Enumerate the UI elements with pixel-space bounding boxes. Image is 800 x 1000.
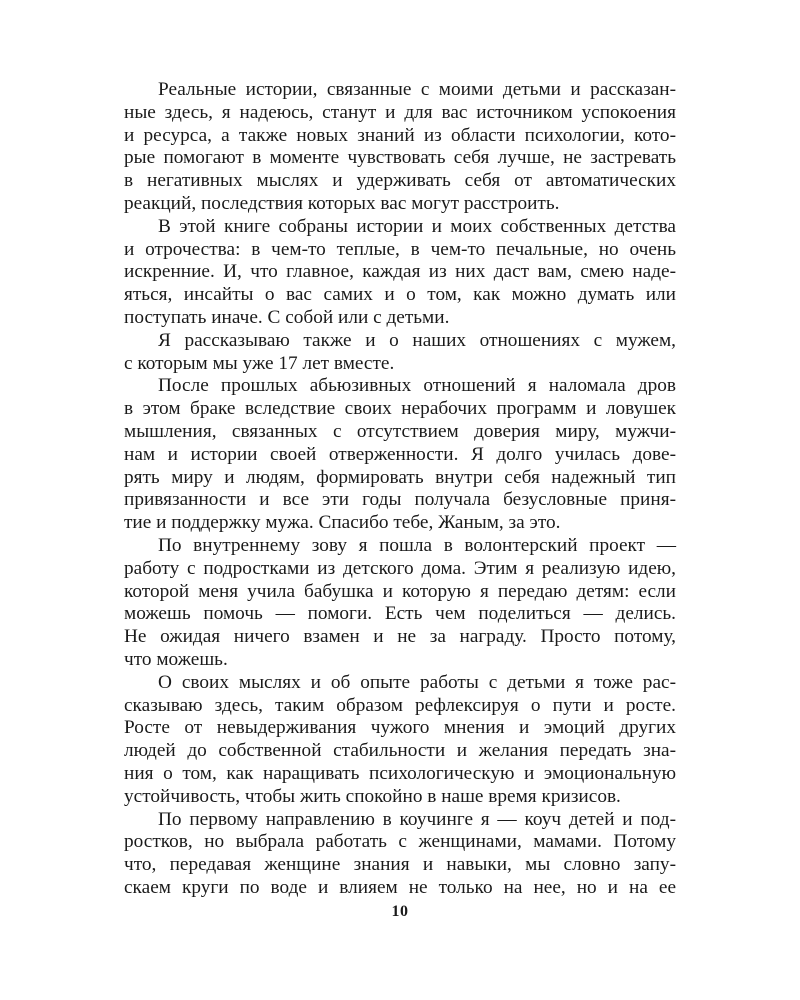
text-line: яться, инсайты о вас самих и о том, как можно думать или (124, 284, 676, 306)
text-line: Росте от невыдерживания чужого мнения и эмоций других (124, 717, 676, 739)
text-line: в этом браке вследствие своих нерабочих программ и ловушек (124, 398, 676, 420)
text-line: тие и поддержку мужа. Спасибо тебе, Жаным, за это. (124, 512, 561, 534)
text-line: привязанности и все эти годы получала безусловные приня- (124, 489, 676, 511)
text-line: можешь помочь — помоги. Есть чем поделиться — делись. (124, 603, 676, 625)
text-line: поступать иначе. С собой или с детьми. (124, 306, 450, 328)
body-text (124, 79, 676, 900)
text-line: рые помогают в моменте чувствовать себя лучше, не застревать (124, 147, 676, 169)
text-line: После прошлых абьюзивных отношений я наломала дров (158, 375, 676, 397)
text-line: с которым мы уже 17 лет вместе. (124, 352, 395, 374)
text-line: и ресурса, а также новых знаний из области психологии, кото- (124, 124, 676, 146)
text-line: устойчивость, чтобы жить спокойно в наше время кризисов. (124, 785, 621, 807)
text-line: По первому направлению в коучинге я — коуч детей и под- (158, 808, 676, 830)
text-line: По внутреннему зову я пошла в волонтерский проект — (158, 534, 676, 556)
text-line: в негативных мыслях и удерживать себя от автоматических (124, 170, 676, 192)
text-line: реакций, последствия которых вас могут расстроить. (124, 192, 560, 214)
text-line: нам и истории своей отверженности. Я долго училась дове- (124, 443, 676, 465)
text-line: людей до собственной стабильности и желания передать зна- (124, 740, 676, 762)
text-line: скаем круги по воде и влияем не только на нее, но и на ее (124, 876, 676, 898)
text-line: Реальные истории, связанные с моими детьми и рассказан- (158, 79, 676, 100)
text-line: сказываю здесь, таким образом рефлексируя о пути и росте. (124, 694, 676, 716)
text-line: ния о том, как наращивать психологическую и эмоциональную (124, 762, 676, 784)
text-line: О своих мыслях и об опыте работы с детьми я тоже рас- (158, 671, 676, 693)
text-line: искренние. И, что главное, каждая из них даст вам, смею наде- (124, 261, 676, 283)
text-line: что, передавая женщине знания и навыки, мы словно запу- (124, 854, 676, 876)
text-line: В этой книге собраны истории и моих собственных детства (158, 215, 676, 237)
page-number: 10 (391, 903, 409, 920)
text-line: работу с подростками из детского дома. Этим я реализую идею, (124, 557, 676, 579)
text-line: Не ожидая ничего взамен и не за награду. Просто потому, (124, 626, 676, 648)
text-line: которой меня учила бабушка и которую я передаю детям: если (124, 580, 676, 602)
text-line: ростков, но выбрала работать с женщинами, мамами. Потому (124, 831, 676, 853)
text-line: ные здесь, я надеюсь, станут и для вас источником успокоения (124, 101, 676, 123)
text-line: что можешь. (124, 648, 228, 670)
text-line: и отрочества: в чем-то теплые, в чем-то печальные, но очень (124, 238, 676, 260)
text-line: Я рассказываю также и о наших отношениях с мужем, (158, 329, 676, 351)
text-line: мышления, связанных с отсутствием доверия миру, мужчи- (124, 420, 676, 442)
text-line: рять миру и людям, формировать внутри себя надежный тип (124, 466, 676, 488)
